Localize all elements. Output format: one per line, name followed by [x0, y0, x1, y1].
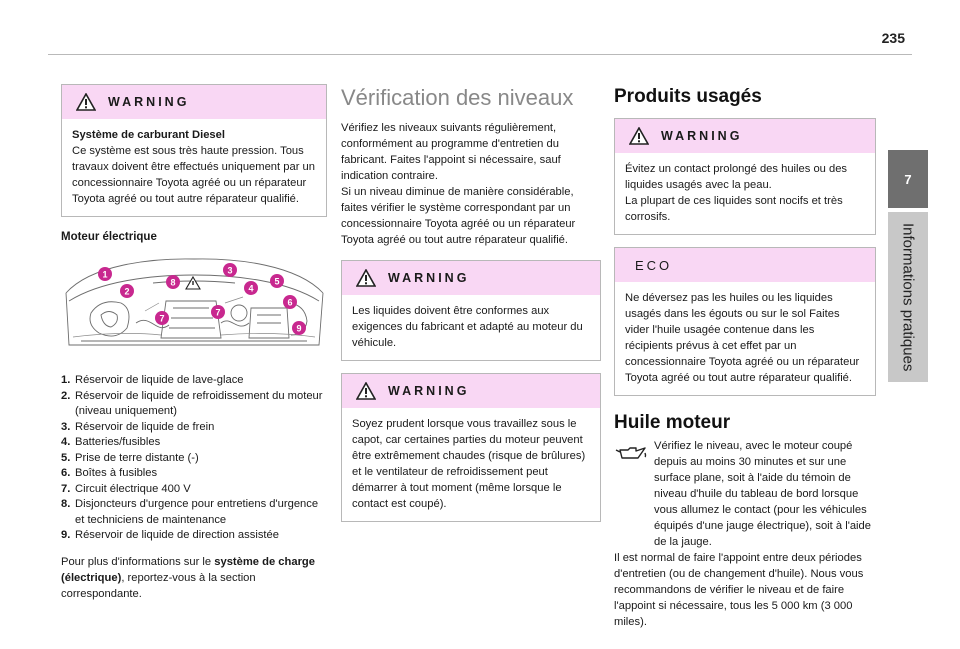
- warning-triangle-icon: [356, 269, 376, 287]
- list-item: 9. Réservoir de liquide de direction assistée: [61, 529, 279, 541]
- warning-header: [62, 85, 326, 119]
- engine-oil-text-2: Il est normal de faire l'appoint entre deux périodes d'entretien (ou de changement d'huile). Nous vous recommandons de vérifier le niveau et de faire l'appoint si nécessaire, tous les 5 000 km (3 000 miles).: [614, 552, 864, 628]
- callout-2: 2: [124, 286, 130, 297]
- column-left: [61, 84, 327, 602]
- warning-triangle-icon: [76, 93, 96, 111]
- warning-label: WARNING: [388, 384, 470, 398]
- eco-box: [614, 247, 876, 396]
- motor-heading: Moteur électrique: [61, 231, 157, 243]
- column-middle: [341, 84, 601, 534]
- list-item: 2. Réservoir de liquide de refroidissement du moteur (niveau uniquement): [61, 389, 323, 417]
- list-item: 7. Circuit électrique 400 V: [61, 482, 191, 495]
- list-item: 4. Batteries/fusibles: [61, 436, 161, 448]
- callout-5: 5: [274, 276, 280, 287]
- callout-markers: [98, 263, 306, 335]
- levels-intro-2: Si un niveau diminue de manière considérable, faites vérifier le système correspondant par un concessionnaire Toyota agréé ou un réparateur Toyota agréé ou tout autre réparateur qualifié.: [341, 186, 576, 246]
- engine-bay-drawing: [61, 253, 327, 353]
- eco-header: [615, 248, 875, 282]
- warning-triangle-icon: [356, 382, 376, 400]
- warning-triangle-icon: [629, 127, 649, 145]
- column-right: [614, 84, 876, 630]
- eco-text: Ne déversez pas les huiles ou les liquides usagés dans les égouts ou sur le sol Faites vider l'huile usagée contenue dans les récipients prévus à cet effet par un concessionnaire Toyota agréé ou un réparateur Toyota agréé ou tout autre réparateur qualifié.: [625, 292, 860, 384]
- warning-label: WARNING: [108, 95, 190, 109]
- used-products-heading: Produits usagés: [614, 86, 762, 107]
- eco-label: ECO: [635, 257, 673, 273]
- charge-system-reference: Pour plus d'informations sur le système de charge (électrique), reportez-vous à la section correspondante.: [61, 555, 315, 600]
- warning-label: WARNING: [388, 271, 470, 285]
- warning-title: Système de carburant Diesel: [72, 129, 225, 141]
- callout-9: 9: [296, 323, 302, 334]
- callout-4: 4: [248, 283, 254, 294]
- callout-6: 6: [287, 297, 293, 308]
- levels-heading: Vérification des niveaux: [341, 85, 574, 110]
- warning-box-fluids: [341, 260, 601, 361]
- callout-8: 8: [170, 277, 176, 288]
- list-item: 8. Disjoncteurs d'urgence pour entretiens d'urgence et techniciens de maintenance: [61, 498, 319, 526]
- warning-text-2: La plupart de ces liquides sont nocifs et très corrosifs.: [625, 195, 843, 223]
- list-item: 5. Prise de terre distante (-): [61, 451, 199, 464]
- warning-text: Évitez un contact prolongé des huiles ou des liquides usagés avec la peau.: [625, 163, 848, 191]
- list-item: 6. Boîtes à fusibles: [61, 467, 158, 479]
- chapter-tab[interactable]: 7: [888, 150, 928, 208]
- list-item: 3. Réservoir de liquide de frein: [61, 420, 215, 433]
- warning-header: [342, 374, 600, 408]
- warning-header: [342, 261, 600, 295]
- callout-7b: 7: [215, 307, 221, 318]
- engine-oil-section: [614, 440, 876, 550]
- warning-text: Soyez prudent lorsque vous travaillez sous le capot, car certaines parties du moteur peuvent être extrêmement chaudes (risque de brûlures) et le ventilateur de refroidissement peut démarrer à tout moment (même lorsque le contact est coupé).: [352, 418, 586, 510]
- oil-can-icon: [614, 442, 648, 464]
- component-list: [61, 373, 327, 544]
- warning-box-hot-parts: [341, 373, 601, 522]
- warning-header: [615, 119, 875, 153]
- warning-label: WARNING: [661, 129, 743, 143]
- warning-body: [62, 119, 326, 216]
- list-item: 1. Réservoir de liquide de lave-glace: [61, 374, 244, 386]
- callout-7a: 7: [159, 313, 165, 324]
- warning-text: Ce système est sous très haute pression. Tous travaux doivent être effectués uniquement par un concessionnaire Toyota agréé ou un réparateur Toyota agréé ou tout autre réparateur qualifié.: [72, 145, 315, 205]
- warning-body: [615, 153, 875, 234]
- warning-box-diesel: [61, 84, 327, 217]
- levels-intro: Vérifiez les niveaux suivants régulièrement, conformément au programme d'entretien du fabricant. Faites l'appoint si nécessaire, sauf indication contraire.: [341, 122, 561, 182]
- page-number: 235: [881, 30, 905, 46]
- chapter-title: Informations pratiques: [899, 222, 917, 372]
- warning-text: Les liquides doivent être conformes aux exigences du fabricant et adapté au moteur du véhicule.: [352, 305, 583, 349]
- header-rule: [48, 54, 912, 55]
- warning-box-used-fluids: [614, 118, 876, 235]
- engine-bay-diagram: [61, 253, 327, 353]
- callout-3: 3: [227, 265, 233, 276]
- engine-oil-heading: Huile moteur: [614, 412, 731, 433]
- engine-oil-text: Vérifiez le niveau, avec le moteur coupé depuis au moins 30 minutes et sur une surface plane, soit à l'aide du témoin de niveau d'huile du tableau de bord lorsque vous allumez le contact (pour les véhicules équipés d'une jauge électrique), soit à l'aide de la jauge.: [654, 440, 871, 548]
- callout-1: 1: [102, 269, 108, 280]
